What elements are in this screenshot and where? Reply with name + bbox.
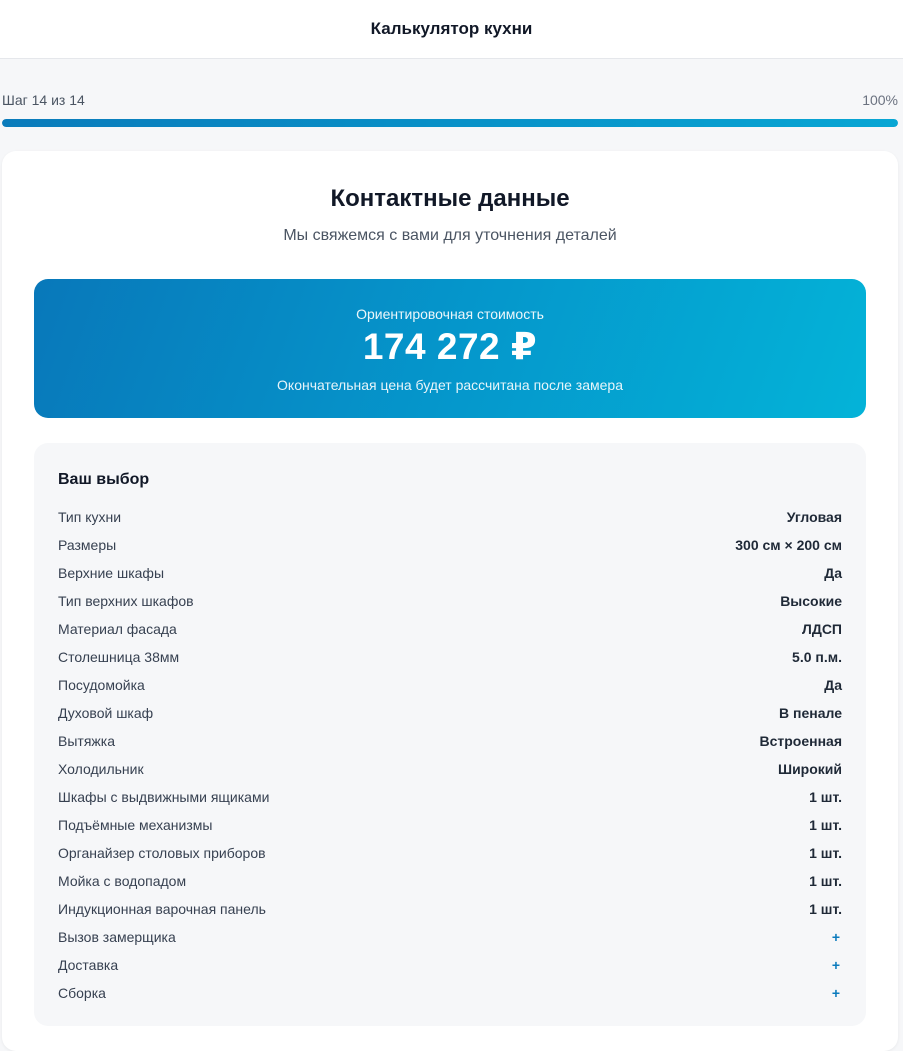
price-estimate-box <box>34 279 866 418</box>
summary-row <box>58 951 842 979</box>
summary-row <box>58 531 842 559</box>
summary-row-label: Холодильник <box>58 761 144 777</box>
summary-row-label: Размеры <box>58 537 117 553</box>
summary-row <box>58 923 842 951</box>
summary-row-label: Подъёмные механизмы <box>58 817 213 833</box>
summary-title: Ваш выбор <box>58 471 150 488</box>
summary-row-label: Доставка <box>58 957 119 973</box>
app-title: Калькулятор кухни <box>370 19 533 38</box>
summary-row <box>58 839 842 867</box>
summary-row <box>58 867 842 895</box>
summary-row-value: 1 шт. <box>809 817 842 833</box>
summary-row <box>58 503 842 531</box>
summary-row-label: Шкафы с выдвижными ящиками <box>58 789 270 805</box>
summary-row-value: Да <box>824 565 842 581</box>
summary-row-value: Угловая <box>786 509 842 525</box>
summary-row-value: 1 шт. <box>809 901 842 917</box>
summary-row <box>58 755 842 783</box>
summary-row <box>58 587 842 615</box>
summary-row-value: 1 шт. <box>809 789 842 805</box>
summary-row-label: Тип кухни <box>58 509 122 525</box>
summary-rows <box>58 503 842 1007</box>
summary-row-value: 300 см × 200 см <box>735 537 842 553</box>
summary-row <box>58 671 842 699</box>
progress-track <box>2 119 898 127</box>
progress-fill <box>2 119 898 127</box>
summary-row-label: Верхние шкафы <box>58 565 165 581</box>
price-value: 174 272 ₽ <box>362 326 538 367</box>
summary-row-value: Встроенная <box>759 733 842 749</box>
summary-row <box>58 895 842 923</box>
summary-row-value: 5.0 п.м. <box>792 649 842 665</box>
summary-row <box>58 979 842 1007</box>
card-subtitle: Мы свяжемся с вами для уточнения деталей <box>283 227 617 244</box>
summary-row-value: Высокие <box>780 593 842 609</box>
summary-row-label: Материал фасада <box>58 621 177 637</box>
summary-row-label: Мойка с водопадом <box>58 873 187 889</box>
summary-row-label: Тип верхних шкафов <box>58 593 194 609</box>
price-label: Ориентировочная стоимость <box>356 306 544 322</box>
summary-row <box>58 615 842 643</box>
summary-row-value: В пенале <box>779 705 842 721</box>
summary-row-label: Органайзер столовых приборов <box>58 845 266 861</box>
summary-row <box>58 559 842 587</box>
summary-row-label: Индукционная варочная панель <box>58 901 266 917</box>
summary-row-label: Вытяжка <box>58 733 115 749</box>
summary-row <box>58 727 842 755</box>
summary-row-value: ЛДСП <box>802 621 842 637</box>
summary-row <box>58 811 842 839</box>
summary-row-value: Да <box>824 677 842 693</box>
summary-row-label: Сборка <box>58 985 106 1001</box>
summary-row-label: Вызов замерщика <box>58 929 176 945</box>
summary-row-value: 1 шт. <box>809 873 842 889</box>
progress-header <box>2 92 898 108</box>
step-counter: Шаг 14 из 14 <box>2 92 85 108</box>
selection-summary <box>34 443 866 1026</box>
summary-row-label: Посудомойка <box>58 677 145 693</box>
summary-row-value: + <box>831 957 840 973</box>
price-note: Окончательная цена будет рассчитана после замера <box>277 377 623 393</box>
progress-percent: 100% <box>862 92 898 108</box>
summary-row-label: Столешница 38мм <box>58 649 180 665</box>
app-header <box>0 0 903 59</box>
contact-card <box>2 151 898 1051</box>
summary-row-value: + <box>831 985 840 1001</box>
summary-row <box>58 643 842 671</box>
summary-row-value: Широкий <box>778 761 842 777</box>
summary-row-value: + <box>831 929 840 945</box>
card-title: Контактные данные <box>330 185 570 212</box>
summary-row-value: 1 шт. <box>809 845 842 861</box>
summary-row-label: Духовой шкаф <box>58 705 154 721</box>
summary-row <box>58 699 842 727</box>
progress-section <box>2 92 898 127</box>
summary-row <box>58 783 842 811</box>
